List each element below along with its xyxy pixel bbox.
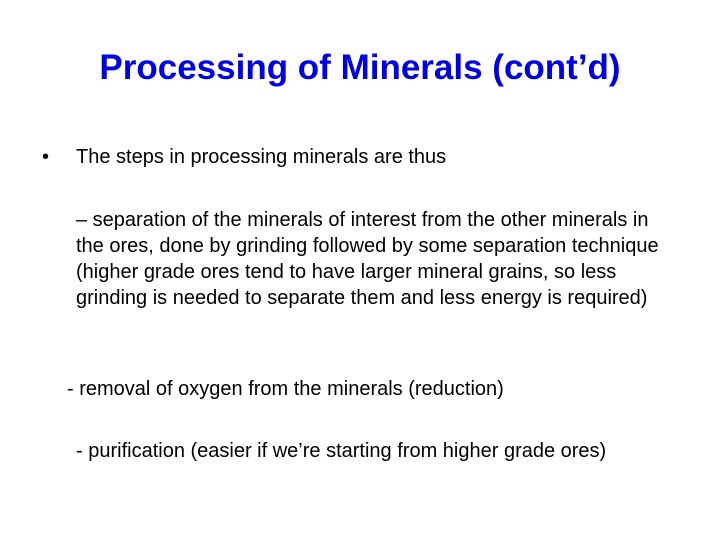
sub-item-purification: - purification (easier if we’re starting from higher grade ores) (76, 440, 607, 462)
slide-title: Processing of Minerals (cont’d) (99, 48, 621, 87)
bullet-marker: • (42, 146, 50, 168)
sub-item-separation: – separation of the minerals of interest from the other minerals in the ores, done by grinding followed by some separation technique (higher grade ores tend to have larger mineral grains, so less grinding is needed to separate them and less energy is required) (76, 209, 659, 309)
bullet-text: The steps in processing minerals are thus (76, 146, 447, 168)
bullet-item (42, 143, 446, 171)
sub-item-reduction: - removal of oxygen from the minerals (reduction) (67, 378, 504, 400)
